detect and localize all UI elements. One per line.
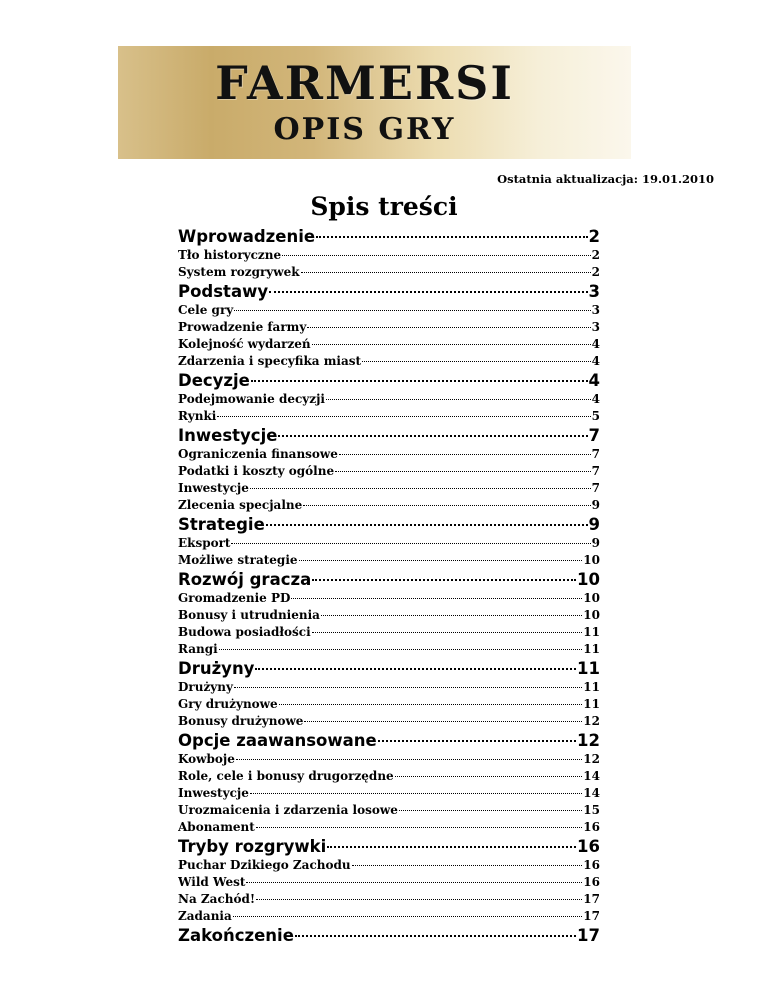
toc-subsection-entry[interactable] xyxy=(178,874,600,891)
document-title: FARMERSI xyxy=(215,56,514,110)
toc-subsection-entry[interactable] xyxy=(178,768,600,785)
dot-leader xyxy=(234,687,582,688)
toc-entry-title: Tryby rozgrywki xyxy=(178,837,327,856)
toc-entry-title: Zadania xyxy=(178,909,232,923)
toc-page-number: 7 xyxy=(591,447,600,461)
dot-leader xyxy=(250,793,582,794)
toc-entry-title: Zdarzenia i specyfika miast xyxy=(178,354,362,368)
dot-leader xyxy=(339,454,591,455)
toc-section-entry[interactable] xyxy=(178,226,600,247)
dot-leader xyxy=(256,827,582,828)
toc-subsection-entry[interactable] xyxy=(178,802,600,819)
toc-page-number: 2 xyxy=(588,227,600,246)
toc-page-number: 3 xyxy=(591,320,600,334)
toc-subsection-entry[interactable] xyxy=(178,336,600,353)
toc-entry-title: Strategie xyxy=(178,515,265,534)
toc-subsection-entry[interactable] xyxy=(178,391,600,408)
toc-subsection-entry[interactable] xyxy=(178,819,600,836)
toc-page-number: 3 xyxy=(588,282,600,301)
toc-section-entry[interactable] xyxy=(178,925,600,946)
toc-page-number: 2 xyxy=(591,265,600,279)
toc-page-number: 9 xyxy=(591,498,600,512)
toc-subsection-entry[interactable] xyxy=(178,247,600,264)
toc-page-number: 17 xyxy=(583,909,600,923)
toc-entry-title: Bonusy i utrudnienia xyxy=(178,608,320,622)
dot-leader xyxy=(246,882,582,883)
dot-leader xyxy=(266,524,588,526)
toc-subsection-entry[interactable] xyxy=(178,497,600,514)
dot-leader xyxy=(217,416,590,417)
toc-entry-title: Gromadzenie PD xyxy=(178,591,291,605)
toc-page-number: 11 xyxy=(583,697,600,711)
dot-leader xyxy=(321,615,582,616)
dot-leader xyxy=(326,399,591,400)
toc-subsection-entry[interactable] xyxy=(178,408,600,425)
dot-leader xyxy=(362,361,591,362)
toc-entry-title: Inwestycje xyxy=(178,426,278,445)
toc-page-number: 3 xyxy=(591,303,600,317)
toc-entry-title: Kolejność wydarzeń xyxy=(178,337,311,351)
dot-leader xyxy=(312,632,583,633)
toc-entry-title: Podstawy xyxy=(178,282,269,301)
toc-subsection-entry[interactable] xyxy=(178,480,600,497)
toc-entry-title: Na Zachód! xyxy=(178,892,256,906)
toc-page-number: 10 xyxy=(583,591,600,605)
toc-page-number: 7 xyxy=(591,464,600,478)
toc-subsection-entry[interactable] xyxy=(178,319,600,336)
dot-leader xyxy=(231,543,590,544)
dot-leader xyxy=(282,255,591,256)
dot-leader xyxy=(316,236,587,238)
dot-leader xyxy=(278,435,587,437)
dot-leader xyxy=(295,935,576,937)
toc-page-number: 16 xyxy=(583,820,600,834)
toc-section-entry[interactable] xyxy=(178,730,600,751)
dot-leader xyxy=(312,344,591,345)
table-of-contents xyxy=(178,226,600,946)
toc-page-number: 14 xyxy=(583,769,600,783)
toc-entry-title: Urozmaicenia i zdarzenia losowe xyxy=(178,803,398,817)
toc-entry-title: Inwestycje xyxy=(178,481,249,495)
toc-page-number: 10 xyxy=(583,553,600,567)
last-update-label: Ostatnia aktualizacja: 19.01.2010 xyxy=(497,172,714,186)
dot-leader xyxy=(219,649,583,650)
toc-page-number: 11 xyxy=(577,659,600,678)
toc-page-number: 5 xyxy=(591,409,600,423)
toc-entry-title: Bonusy drużynowe xyxy=(178,714,304,728)
toc-subsection-entry[interactable] xyxy=(178,641,600,658)
toc-entry-title: Zlecenia specjalne xyxy=(178,498,303,512)
toc-page-number: 4 xyxy=(591,354,600,368)
toc-subsection-entry[interactable] xyxy=(178,785,600,802)
toc-entry-title: Ograniczenia finansowe xyxy=(178,447,338,461)
toc-page-number: 17 xyxy=(583,892,600,906)
toc-subsection-entry[interactable] xyxy=(178,891,600,908)
toc-entry-title: Role, cele i bonusy drugorzędne xyxy=(178,769,394,783)
toc-section-entry[interactable] xyxy=(178,281,600,302)
toc-entry-title: Rynki xyxy=(178,409,217,423)
toc-subsection-entry[interactable] xyxy=(178,857,600,874)
dot-leader xyxy=(255,668,576,670)
toc-page-number: 4 xyxy=(588,371,600,390)
toc-entry-title: Podejmowanie decyzji xyxy=(178,392,325,406)
toc-entry-title: System rozgrywek xyxy=(178,265,300,279)
dot-leader xyxy=(304,721,582,722)
dot-leader xyxy=(233,916,583,917)
dot-leader xyxy=(269,291,587,293)
toc-section-entry[interactable] xyxy=(178,514,600,535)
toc-entry-title: Zakończenie xyxy=(178,926,294,945)
toc-entry-title: Gry drużynowe xyxy=(178,697,278,711)
toc-page-number: 14 xyxy=(583,786,600,800)
dot-leader xyxy=(395,776,583,777)
toc-page-number: 10 xyxy=(583,608,600,622)
dot-leader xyxy=(234,310,590,311)
toc-subsection-entry[interactable] xyxy=(178,713,600,730)
toc-subsection-entry[interactable] xyxy=(178,679,600,696)
dot-leader xyxy=(399,810,582,811)
toc-entry-title: Puchar Dzikiego Zachodu xyxy=(178,858,351,872)
toc-page-number: 12 xyxy=(583,752,600,766)
toc-page-number: 7 xyxy=(588,426,600,445)
dot-leader xyxy=(236,759,582,760)
toc-entry-title: Rangi xyxy=(178,642,218,656)
dot-leader xyxy=(250,488,591,489)
title-banner xyxy=(118,46,631,159)
toc-page-number: 17 xyxy=(577,926,600,945)
toc-section-entry[interactable] xyxy=(178,569,600,590)
toc-page-number: 10 xyxy=(577,570,600,589)
toc-page-number: 12 xyxy=(577,731,600,750)
toc-page-number: 11 xyxy=(583,642,600,656)
dot-leader xyxy=(307,327,590,328)
dot-leader xyxy=(335,471,591,472)
toc-section-entry[interactable] xyxy=(178,370,600,391)
toc-entry-title: Cele gry xyxy=(178,303,234,317)
toc-entry-title: Możliwe strategie xyxy=(178,553,298,567)
toc-page-number: 9 xyxy=(588,515,600,534)
toc-subsection-entry[interactable] xyxy=(178,353,600,370)
dot-leader xyxy=(301,272,591,273)
toc-entry-title: Tło historyczne xyxy=(178,248,282,262)
toc-page-number: 2 xyxy=(591,248,600,262)
toc-entry-title: Drużyny xyxy=(178,680,233,694)
toc-page-number: 4 xyxy=(591,392,600,406)
toc-entry-title: Podatki i koszty ogólne xyxy=(178,464,335,478)
document-subtitle: OPIS GRY xyxy=(273,112,456,147)
toc-subsection-entry[interactable] xyxy=(178,590,600,607)
toc-subsection-entry[interactable] xyxy=(178,908,600,925)
toc-section-entry[interactable] xyxy=(178,658,600,679)
toc-subsection-entry[interactable] xyxy=(178,302,600,319)
dot-leader xyxy=(352,865,583,866)
toc-subsection-entry[interactable] xyxy=(178,696,600,713)
toc-entry-title: Inwestycje xyxy=(178,786,249,800)
toc-section-entry[interactable] xyxy=(178,425,600,446)
toc-entry-title: Abonament xyxy=(178,820,255,834)
toc-subsection-entry[interactable] xyxy=(178,607,600,624)
dot-leader xyxy=(251,380,588,382)
toc-page-number: 11 xyxy=(583,680,600,694)
toc-subsection-entry[interactable] xyxy=(178,264,600,281)
toc-page-number: 7 xyxy=(591,481,600,495)
toc-section-entry[interactable] xyxy=(178,836,600,857)
toc-entry-title: Wild West xyxy=(178,875,246,889)
toc-entry-title: Rozwój gracza xyxy=(178,570,312,589)
toc-entry-title: Wprowadzenie xyxy=(178,227,316,246)
toc-entry-title: Drużyny xyxy=(178,659,255,678)
dot-leader xyxy=(279,704,583,705)
toc-subsection-entry[interactable] xyxy=(178,446,600,463)
toc-page-number: 16 xyxy=(583,858,600,872)
toc-entry-title: Prowadzenie farmy xyxy=(178,320,307,334)
toc-page-number: 9 xyxy=(591,536,600,550)
toc-page-number: 11 xyxy=(583,625,600,639)
dot-leader xyxy=(312,579,576,581)
dot-leader xyxy=(303,505,590,506)
toc-entry-title: Opcje zaawansowane xyxy=(178,731,377,750)
toc-page-number: 16 xyxy=(577,837,600,856)
toc-subsection-entry[interactable] xyxy=(178,624,600,641)
toc-entry-title: Kowboje xyxy=(178,752,235,766)
toc-subsection-entry[interactable] xyxy=(178,751,600,768)
dot-leader xyxy=(299,560,583,561)
toc-page-number: 15 xyxy=(583,803,600,817)
dot-leader xyxy=(378,740,576,742)
toc-subsection-entry[interactable] xyxy=(178,463,600,480)
dot-leader xyxy=(291,598,582,599)
dot-leader xyxy=(256,899,582,900)
dot-leader xyxy=(327,846,576,848)
toc-subsection-entry[interactable] xyxy=(178,552,600,569)
toc-entry-title: Decyzje xyxy=(178,371,250,390)
toc-subsection-entry[interactable] xyxy=(178,535,600,552)
toc-page-number: 4 xyxy=(591,337,600,351)
toc-heading: Spis treści xyxy=(310,192,458,221)
toc-page-number: 16 xyxy=(583,875,600,889)
toc-entry-title: Eksport xyxy=(178,536,231,550)
toc-entry-title: Budowa posiadłości xyxy=(178,625,311,639)
toc-page-number: 12 xyxy=(583,714,600,728)
